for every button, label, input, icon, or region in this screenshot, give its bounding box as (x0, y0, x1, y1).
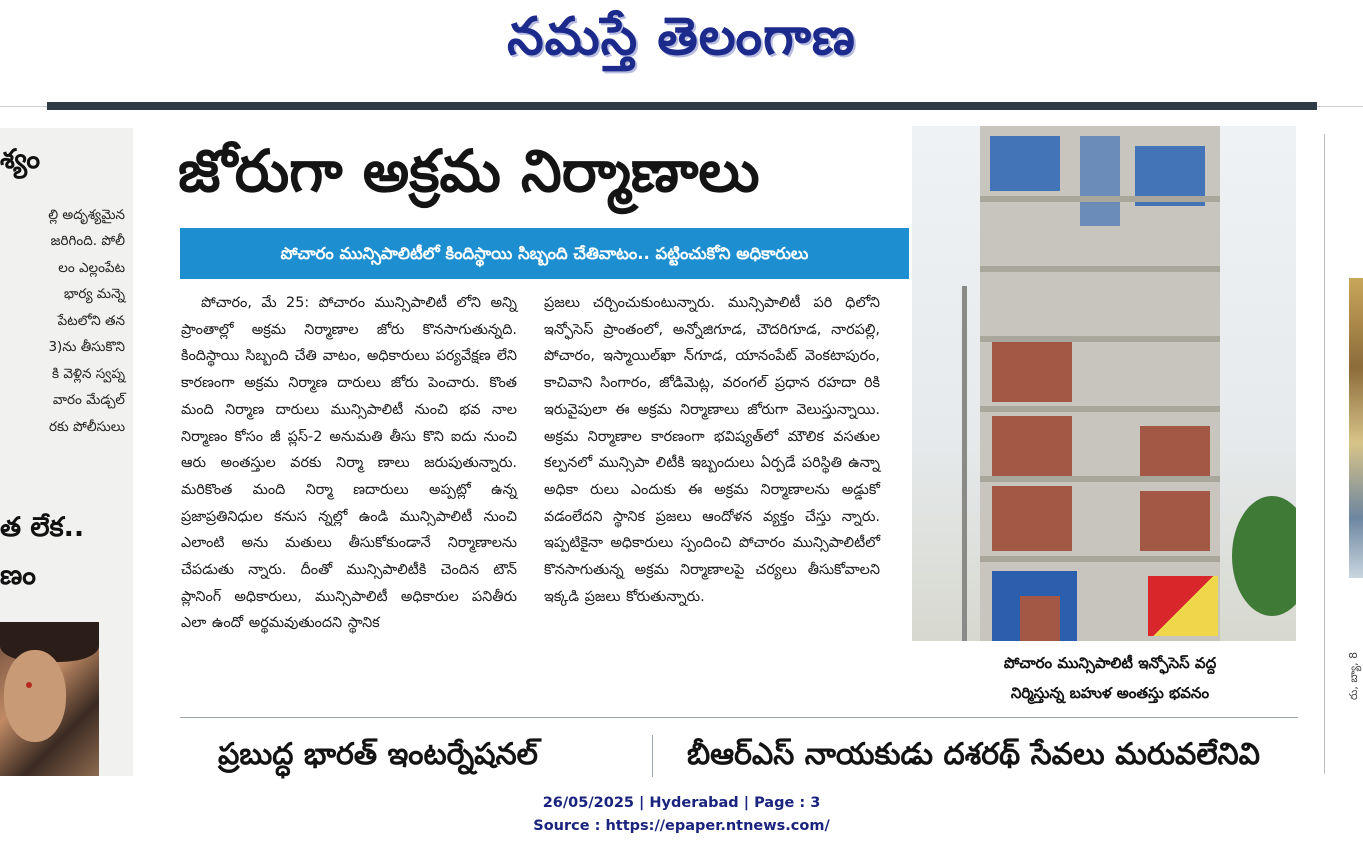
article-column-1: పోచారం, మే 25: పోచారం మున్సిపాలిటీ లోని అన్ని ప్రాంతాల్లో అక్రమ నిర్మాణాల జోరు కొనసాగుతున్నది. కిందిస్థాయి సిబ్బంది చేతి వాటం, అధికారులు పర్యవేక్షణ లేని కారణంగా అక్రమ నిర్మాణ దారులు జోరు పెంచారు. కొంత మంది నిర్మాణ దారులు మున్సిపాలిటీ నుంచి భవ నాల నిర్మాణం కోసం జీ ప్లస్-2 అనుమతి తీసు కొని ఐదు నుంచి ఆరు అంతస్తుల వరకు నిర్మా ణాలు జరుపుతున్నారు. మరికొంత మంది నిర్మా ణదారులు అప్పట్లో ఉన్న ప్రజాప్రతినిధుల కనుస న్నల్లో ఉండి మున్సిపాలిటీ నుంచి ఎలాంటి అను మతులు తీసుకోకుండానే నిర్మాణాలను చేపడుతు న్నారు. దీంతో మున్సిపాలిటీకి చెందిన టౌన్ ప్లానింగ్ అధికారులు, మున్సిపాలిటీ అధికారుల పనితీరు ఎలా ఉందో అర్థమవుతుందని స్థానిక (181, 295, 517, 632)
left-portrait-photo (0, 622, 99, 776)
right-adjacent-photo (1349, 278, 1363, 578)
footer-date-page: 26/05/2025 | Hyderabad | Page : 3 (542, 795, 821, 811)
left-text-line: కి వెళ్లిన స్వప్న (51, 366, 125, 382)
section-divider (180, 717, 1298, 718)
bottom-headline-left: ప్రబుద్ధ భారత్ ఇంటర్నేషనల్ (218, 737, 538, 772)
page-footer (0, 792, 1363, 838)
left-text-line: రకు పోలీసులు (48, 419, 125, 435)
left-text-line: ల్లి అదృశ్యమైన (48, 207, 125, 223)
left-heading2-fragment: ణం (0, 560, 36, 591)
bottom-headline-right: బీఆర్‌ఎస్ నాయకుడు దశరథ్ సేవలు మరువలేనివి (687, 737, 1260, 772)
left-heading-fragment: శ్యం (0, 144, 41, 175)
left-text-line: వారం మేడ్చల్ (52, 392, 125, 408)
right-edge-text-fragment: రు, బ్యా, 8 (1347, 651, 1360, 700)
footer-source-link[interactable]: Source : https://epaper.ntnews.com/ (533, 818, 830, 834)
photo-caption-line: పోచారం మున్సిపాలిటీ ఇన్ఫోసెస్ వద్ద (1003, 654, 1217, 672)
building-photo (912, 126, 1296, 641)
left-text-line: పేటలోని తన (57, 313, 125, 329)
left-text-line: భార్య మన్నె (63, 286, 125, 302)
masthead-rule (47, 102, 1317, 110)
article-subheadline: పోచారం మున్సిపాలిటీలో కిందిస్థాయి సిబ్బంది చేతివాటం.. పట్టించుకోని అధికారులు (180, 228, 909, 279)
photo-caption (930, 648, 1290, 708)
column-divider (652, 735, 653, 777)
masthead (0, 0, 1363, 100)
left-text-line: లం ఎల్లంపేట (58, 260, 125, 276)
article-column-2: ప్రజలు చర్చించుకుంటున్నారు. మున్సిపాలిటీ పరి ధిలోని ఇన్ఫోసెస్ ప్రాంతంలో, అన్నోజిగూడ, చౌదరిగూడ, నారపల్లి, పోచారం, ఇస్మాయిల్‌ఖా న్‌గూడ, యానంపేట్ వెంకటాపురం, కాచివాని సింగారం, జోడిమెట్ల, వరంగల్ ప్రధాన రహదా రికి ఇరువైపులా ఈ అక్రమ నిర్మాణాలు జోరుగా వెలుస్తున్నాయి. అక్రమ నిర్మాణాల కారణంగా భవిష్యత్‌లో మౌలిక వసతుల కల్పనలో మున్సిపా లిటీకి ఇబ్బందులు ఏర్పడే పరిస్థితి ఉన్నా అధికా రులు ఎందుకు ఈ అక్రమ నిర్మాణాలను అడ్డుకో వడంలేదని స్థానిక ప్రజలు ఆందోళన వ్యక్తం చేస్తు న్నారు. ఇప్పటికైనా అధికారులు స్పందించి పోచారం మున్సిపాలిటీలో కొనసాగుతున్న అక్రమ నిర్మాణాలపై చర్యలు తీసుకోవాలని ఇక్కడి ప్రజలు కోరుతున్నారు. (544, 295, 880, 605)
left-text-line: జరిగింది. పోలీ (50, 233, 125, 249)
article-headline: జోరుగా అక్రమ నిర్మాణాలు (178, 137, 760, 205)
newspaper-logo: నమస్తే తెలంగాణ (507, 6, 856, 67)
left-heading2-fragment: త లేక.. (0, 512, 85, 543)
left-text-line: 3)ను తీసుకొని (48, 339, 125, 355)
photo-caption-line: నిర్మిస్తున్న బహుళ అంతస్తు భవనం (1010, 684, 1210, 702)
right-column-divider (1324, 134, 1325, 774)
